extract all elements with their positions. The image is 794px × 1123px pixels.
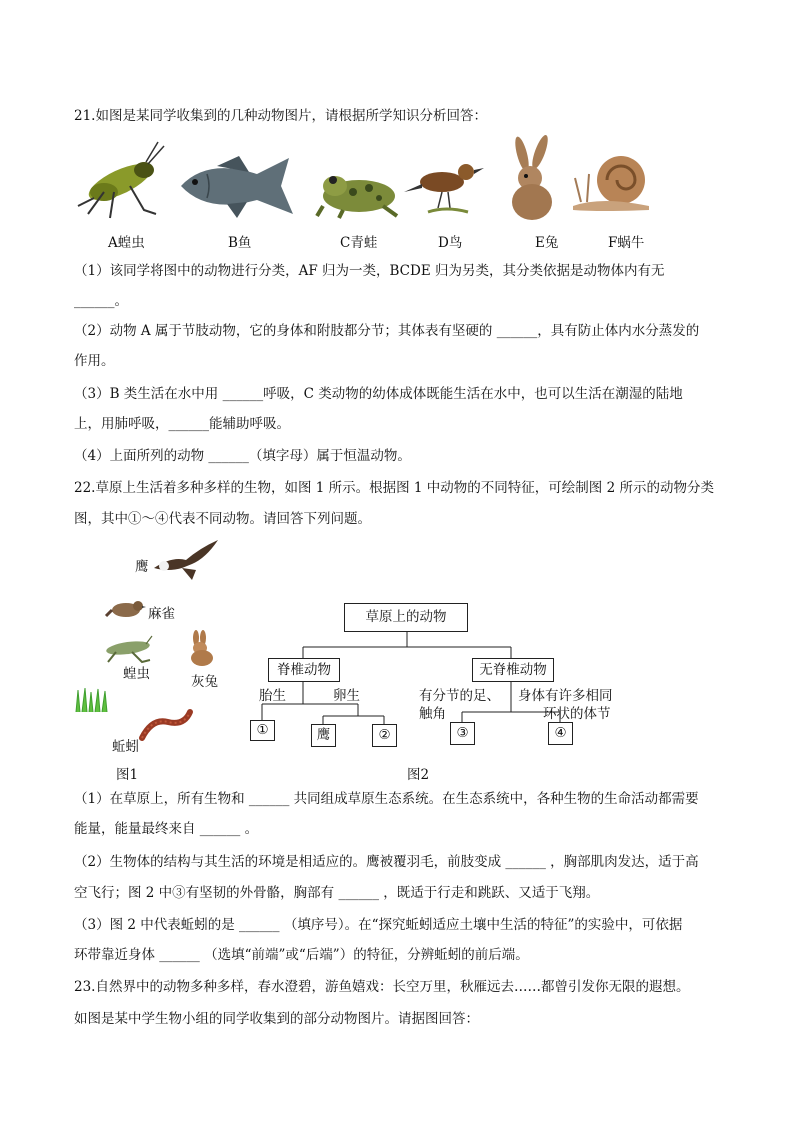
- q21-p1b: ______。: [74, 293, 128, 309]
- fig2-oviparous: 卵生: [333, 688, 360, 704]
- q21-p3b: 上，用肺呼吸，______能辅助呼吸。: [74, 416, 290, 432]
- q22-p3a: （3）图 2 中代表蚯蚓的是 ______ （填序号）。在“探究蚯蚓适应土壤中生活的特征”的实验中，可依据: [74, 917, 683, 933]
- fig2-jointed-b: 触角: [419, 706, 446, 722]
- q21-p1a: （1）该同学将图中的动物进行分类，AF 归为一类，BCDE 归为另类，其分类依据是动物体内有无: [74, 263, 665, 279]
- q22-p1b: 能量，能量最终来自 ______ 。: [74, 821, 259, 837]
- fig2-segments-b: 环状的体节: [543, 706, 611, 722]
- fig2-root: 草原上的动物: [344, 603, 468, 632]
- q21-p4: （4）上面所列的动物 ______（填字母）属于恒温动物。: [74, 448, 411, 464]
- fig1-label-sparrow: 麻雀: [148, 606, 175, 622]
- caption-d: D鸟: [438, 235, 463, 251]
- q22-p2b: 空飞行；图 2 中③有坚韧的外骨骼，胸部有 ______ ，既适于行走和跳跃、又适于飞翔。: [74, 885, 600, 901]
- fig2-invertebrate: 无脊椎动物: [472, 658, 554, 682]
- q21-p2b: 作用。: [74, 353, 115, 369]
- caption-e: E兔: [535, 235, 559, 251]
- q23-line2: 如图是某中学生物小组的同学收集到的部分动物图片。请据图回答：: [74, 1011, 479, 1027]
- q22-p3b: 环带靠近身体 ______ （选填“前端”或“后端”）的特征，分辨蚯蚓的前后端。: [74, 947, 529, 963]
- fig1-label-hare: 灰兔: [191, 674, 218, 690]
- fig2-leaf-eagle: 鹰: [311, 724, 336, 747]
- fig2-leaf-3: ③: [450, 722, 475, 745]
- fig2-leaf-4: ④: [548, 722, 573, 745]
- q21-p2a: （2）动物 A 属于节肢动物，它的身体和附肢都分节；其体表有坚硬的 ______，具有防止体内水分蒸发的: [74, 323, 700, 339]
- q22-p2a: （2）生物体的结构与其生活的环境是相适应的。鹰被覆羽毛，前肢变成 ______ ，胸部肌肉发达，适于高: [74, 854, 699, 870]
- q23-line1: 23.自然界中的动物多种多样，春水澄碧，游鱼嬉戏：长空万里，秋雁远去……都曾引发你无限的遐想。: [74, 979, 690, 995]
- caption-c: C青蛙: [340, 235, 378, 251]
- caption-f: F蜗牛: [608, 235, 645, 251]
- caption-b: B鱼: [228, 235, 252, 251]
- fig2-jointed-a: 有分节的足、: [419, 688, 500, 704]
- fig2-caption: 图2: [407, 767, 430, 783]
- q21-p3a: （3）B 类生活在水中用 ______呼吸，C 类动物的幼体成体既能生活在水中，也可以生活在潮湿的陆地: [74, 386, 683, 402]
- fig1-label-earthworm: 蚯蚓: [112, 739, 139, 755]
- q22-intro-a: 22.草原上生活着多种多样的生物，如图 1 所示。根据图 1 中动物的不同特征，可绘制图 2 所示的动物分类: [74, 480, 714, 496]
- caption-a: A蝗虫: [108, 235, 145, 251]
- fig2-viviparous: 胎生: [259, 688, 286, 704]
- fig2-segments-a: 身体有许多相同: [518, 688, 613, 704]
- fig2-leaf-2: ②: [372, 724, 397, 747]
- fig1-caption: 图1: [116, 767, 139, 783]
- fig1-label-locust: 蝗虫: [123, 666, 150, 682]
- q22-p1a: （1）在草原上，所有生物和 ______ 共同组成草原生态系统。在生态系统中，各种生物的生命活动都需要: [74, 791, 699, 807]
- fig2-vertebrate: 脊椎动物: [268, 658, 340, 682]
- q22-intro-b: 图，其中①～④代表不同动物。请回答下列问题。: [74, 511, 371, 527]
- q21-intro: 21.如图是某同学收集到的几种动物图片，请根据所学知识分析回答：: [74, 108, 487, 124]
- fig1-label-eagle: 鹰: [135, 559, 149, 575]
- fig2-leaf-1: ①: [250, 720, 275, 741]
